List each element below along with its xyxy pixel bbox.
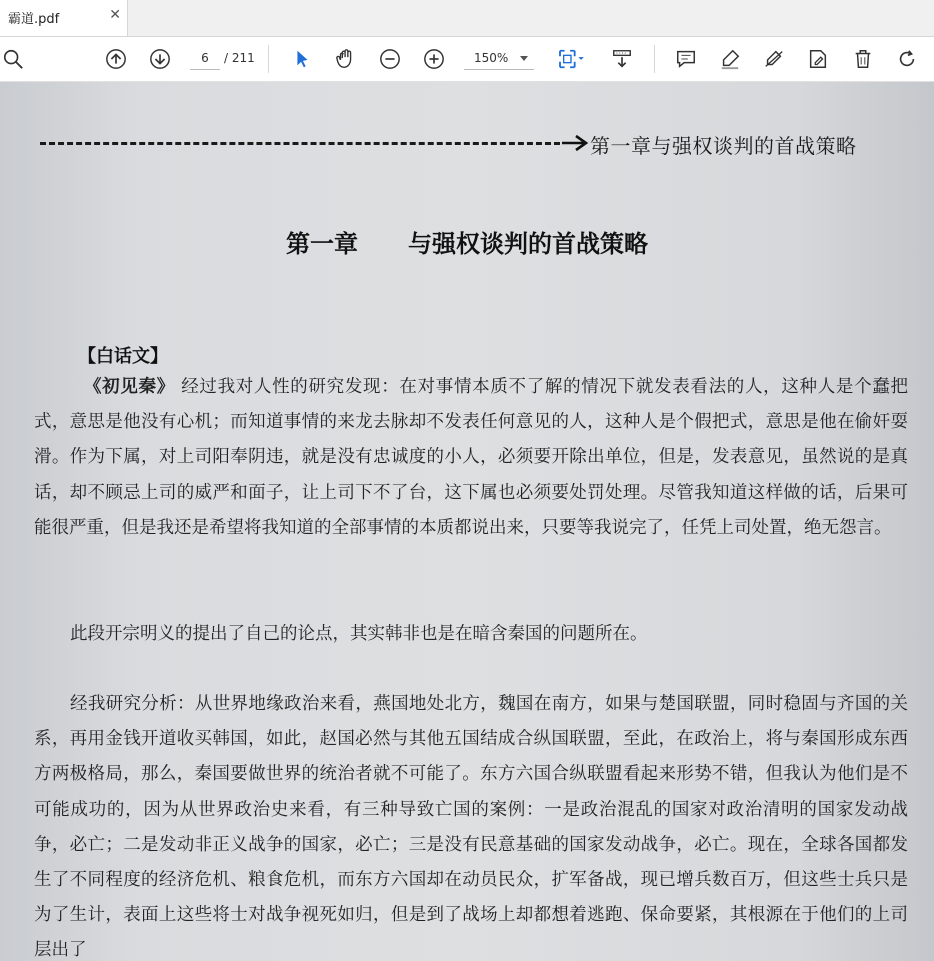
section-label: 【白话文】 (78, 346, 168, 367)
paragraph-1-lead: 《初见秦》 (84, 377, 175, 397)
download-icon[interactable] (609, 46, 635, 72)
highlight-pen-icon[interactable] (717, 46, 743, 72)
previous-page-icon[interactable] (103, 46, 129, 72)
page-fit-icon[interactable] (553, 46, 589, 72)
document-viewport[interactable] (0, 82, 934, 961)
hand-tool-icon[interactable] (333, 46, 359, 72)
chapter-name: 与强权谈判的首战策略 (408, 230, 648, 258)
edit-text-icon[interactable] (805, 46, 831, 72)
delete-icon[interactable] (850, 46, 876, 72)
chapter-number: 第一章 (286, 230, 358, 258)
chapter-title (0, 224, 934, 259)
zoom-value: 150% (474, 51, 509, 65)
select-cursor-icon[interactable] (289, 46, 315, 72)
paragraph-2: 此段开宗明义的提出了自己的论点，其实韩非也是在暗含秦国的问题所在。 (70, 624, 648, 644)
toolbar-divider (654, 45, 655, 73)
page-total: / 211 (224, 51, 255, 65)
comment-icon[interactable] (673, 46, 699, 72)
close-icon[interactable]: ✕ (109, 7, 121, 23)
search-icon[interactable] (0, 46, 26, 72)
paragraph-3: 经我研究分析：从世界地缘政治来看，燕国地处北方，魏国在南方，如果与楚国联盟，同时稳固与齐国的关系，再用金钱开道收买韩国，如此，赵国必然与其他五国结成合纵国联盟，至此，在政治上，将与秦国形成东西方两极格局，那么，秦国要做世界的统治者就不可能了。东方六国合纵联盟看起来形势不错，但我认为他们是不可能成功的，因为从世界政治史来看，有三种导致亡国的案例：一是政治混乱的国家对政治清明的国家发动战争，必亡；二是发动非正义战争的国家，必亡；三是没有民意基础的国家发动战争，必亡。现在，全球各国都发生了不同程度的经济危机、粮食危机，而东方六国却在动员民众，扩军备战，现已增兵数百万，但这些士兵只是为了生计，表面上这些将士对战争视死如归，但是到了战场上却都想着逃跑、保命要紧，其根源在于他们的上司层出了 (34, 694, 908, 961)
tab-title: 霸道.pdf (8, 12, 60, 27)
running-head-rule (40, 142, 560, 145)
paragraph-1-text: 经过我对人性的研究发现：在对事情本质不了解的情况下就发表看法的人，这种人是个蠢把式，意思是他没有心机；而知道事情的来龙去脉却不发表任何意见的人，这种人是个假把式，意思是他在偷奸耍滑。作为下属，对上司阳奉阴违，就是没有忠诚度的小人，必须要开除出单位，但是，发表意见，虽然说的是真话，却不顾忌上司的威严和面子，让上司下不了台，这下属也必须要处罚处理。尽管我知道这样做的话，后果可能很严重，但是我还是希望将我知道的全部事情的本质都说出来，只要等我说完了，任凭上司处置，绝无怨言。 (34, 377, 908, 538)
zoom-out-icon[interactable] (377, 46, 403, 72)
zoom-in-icon[interactable] (421, 46, 447, 72)
chevron-down-icon (520, 56, 528, 61)
next-page-icon[interactable] (147, 46, 173, 72)
running-head: 第一章与强权谈判的首战策略 (590, 134, 857, 158)
tab-document[interactable] (0, 0, 128, 36)
arrow-right-icon (560, 133, 590, 153)
paragraph-1 (34, 370, 908, 546)
page-number-input[interactable]: 6 (190, 47, 220, 70)
draw-icon[interactable] (761, 46, 787, 72)
zoom-select[interactable] (464, 47, 534, 70)
tab-bar (0, 0, 934, 37)
toolbar (0, 37, 934, 82)
toolbar-divider (268, 45, 269, 73)
rotate-icon[interactable] (894, 46, 920, 72)
